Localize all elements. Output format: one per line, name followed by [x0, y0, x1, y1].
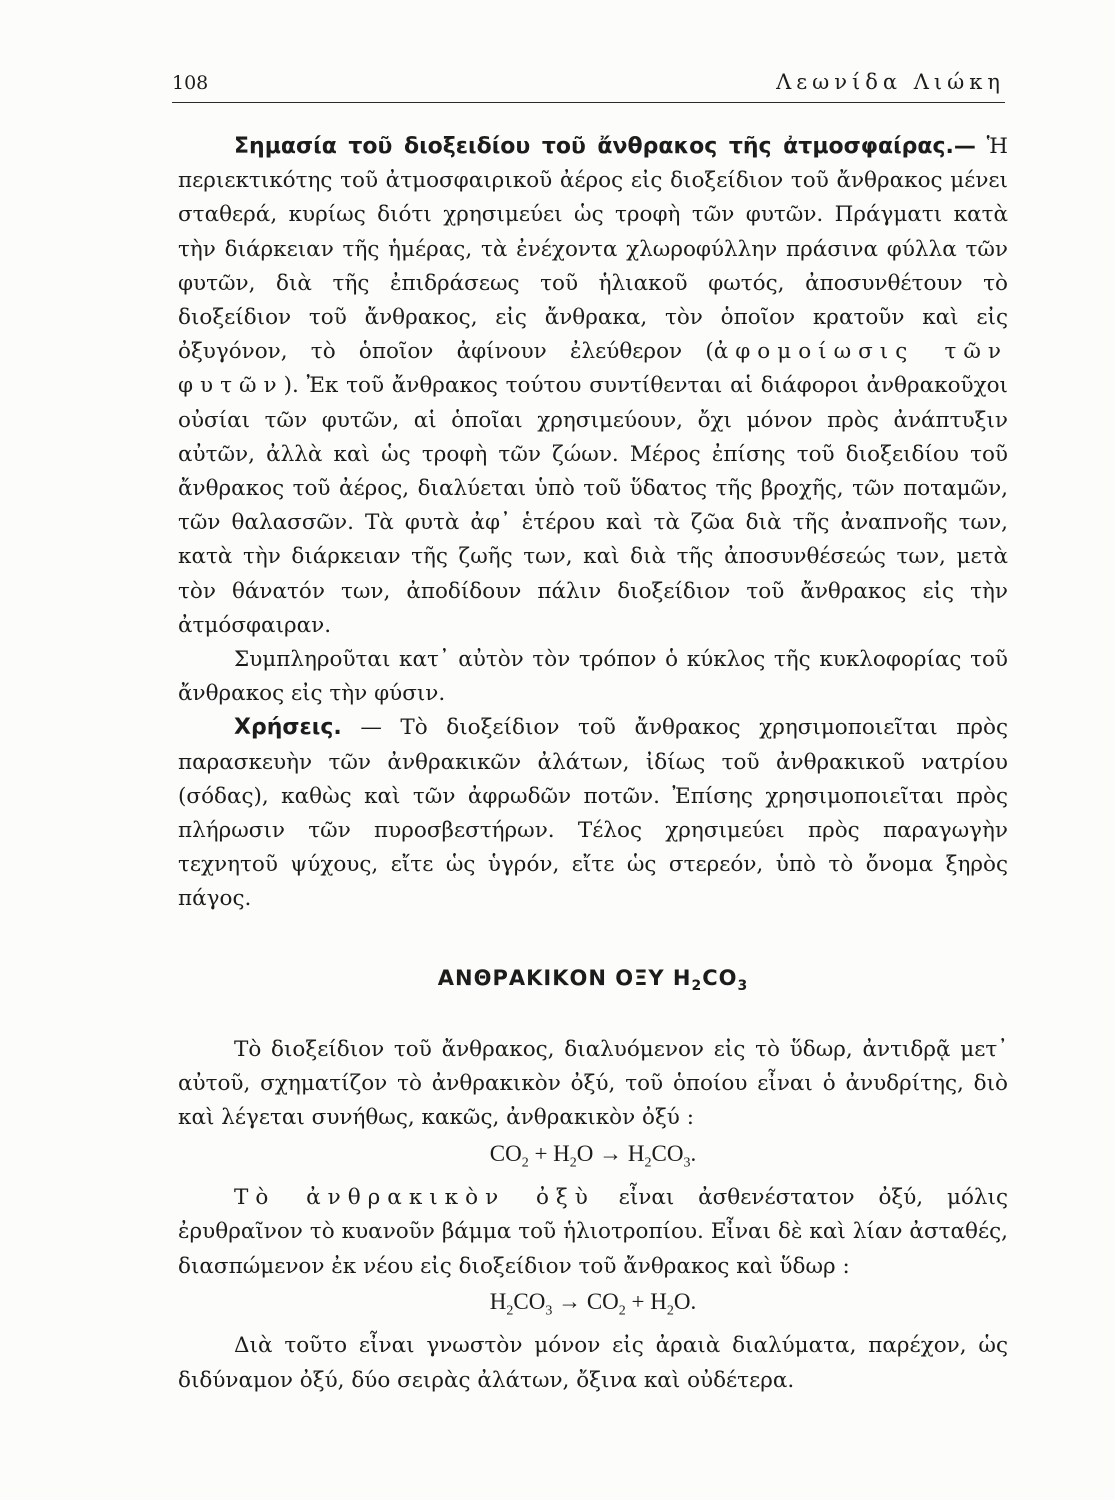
paragraph-dilute-solutions: Διὰ τοῦτο εἶναι γνωστὸν μόνον εἰς ἀραιὰ διαλύματα, παρέχον, ὡς διδύναμον ὀξύ, δύο σειρὰς ἀλάτων, ὄξινα καὶ οὐδέτερα. — [178, 1333, 1008, 1393]
paragraph-text: ). Ἐκ τοῦ ἄνθρακος τούτου συντίθενται αἱ διάφοροι ἀνθρακοῦχοι οὐσίαι τῶν φυτῶν, αἱ ὁποῖαι χρησιμεύουν, ὄχι μόνον πρὸς ἀνάπτυξιν αὐτῶν, ἀλλὰ καὶ ὡς τροφὴ τῶν ζώων. Μέρος ἐπίσης τοῦ διοξειδίου τοῦ ἄνθρακος τοῦ ἀέρος, διαλύεται ὑπὸ τοῦ ὕδατος τῆς βροχῆς, τῶν ποταμῶν, τῶν θαλασσῶν. Τὰ φυτὰ ἀφ᾽ ἑτέρου καὶ τὰ ζῶα διὰ τῆς ἀναπνοῆς των, κατὰ τὴν διάρκειαν τῆς ζωῆς των, καὶ διὰ τῆς ἀποσυνθέσεώς των, μετὰ τὸν θάνατόν των, ἀποδίδουν πάλιν διοξείδιον τοῦ ἄνθρακος εἰς τὴν ἀτμόσφαιραν. — [178, 373, 1008, 638]
formula-subscript: 2 — [569, 1155, 577, 1171]
formula-part: . — [690, 1140, 697, 1166]
running-head: Λεωνίδα Λιώκη — [776, 70, 1005, 94]
formula-part: CO — [651, 1140, 684, 1166]
section-title-subscript: 2 — [691, 977, 703, 994]
section-title-text: ΑΝΘΡΑΚΙΚΟΝ ΟΞΥ H — [437, 965, 692, 990]
paragraph-carbonic-acid-formation: Τὸ διοξείδιον τοῦ ἄνθρακος, διαλυόμενον εἰς τὸ ὕδωρ, ἀντιδρᾷ μετ᾽ αὐτοῦ, σχηματίζον τὸ ἀνθρακικὸν ὀξύ, τοῦ ὁποίου εἶναι ὁ ἀνυδρίτης, διὸ καὶ λέγεται συνήθως, κακῶς, ἀνθρακικὸν ὀξύ : — [178, 1037, 1008, 1131]
formula-part: H — [489, 1288, 507, 1314]
formula-part: + H — [625, 1288, 667, 1314]
spaced-term: ἀφομοίωσις τῶν φυτῶν — [178, 339, 1008, 399]
paragraph-text: Ἡ περιεκτικότης τοῦ ἀτμοσφαιρικοῦ ἀέρος εἰς διοξείδιον τοῦ ἄνθρακος μένει σταθερά, κυρίως διότι χρησιμεύει ὡς τροφὴ τῶν φυτῶν. Πράγματι κατὰ τὴν διάρκειαν τῆς ἡμέρας, τὰ ἐνέχοντα χλωροφύλλην πράσινα φύλλα τῶν φυτῶν, διὰ τῆς ἐπιδράσεως τοῦ ἡλιακοῦ φωτός, ἀποσυνθέτουν τὸ διοξείδιον τοῦ ἄνθρακος, εἰς ἄνθρακα, τὸν ὁποῖον κρατοῦν καὶ εἰς ὀξυγόνον, τὸ ὁποῖον ἀφίνουν ἐλεύθερον ( — [178, 134, 1009, 365]
page-number: 108 — [172, 72, 209, 94]
formula-subscript: 3 — [545, 1303, 553, 1319]
formula-part: → CO — [552, 1288, 619, 1314]
formula-subscript: 2 — [521, 1155, 529, 1171]
paragraph-carbon-cycle: Συμπληροῦται κατ᾽ αὐτὸν τὸν τρόπον ὁ κύκλος τῆς κυκλοφορίας τοῦ ἄνθρακος εἰς τὴν φύσιν. — [178, 647, 1008, 707]
formula-subscript: 2 — [506, 1303, 514, 1319]
formula-subscript: 2 — [666, 1303, 674, 1319]
formula-subscript: 2 — [644, 1155, 652, 1171]
section-title — [178, 961, 1008, 1003]
formula-part: + H — [528, 1140, 570, 1166]
formula-subscript: 3 — [683, 1155, 691, 1171]
formula-part: O — [673, 1288, 691, 1314]
paragraph-text: — Τὸ διοξείδιον τοῦ ἄνθρακος χρησιμοποιεῖται πρὸς παρασκευὴν τῶν ἀνθρακικῶν ἀλάτων, ἰδίως τοῦ ἀνθρακικοῦ νατρίου (σόδας), καθὼς καὶ τῶν ἀφρωδῶν ποτῶν. Ἐπίσης χρησιμοποιεῖται πρὸς πλήρωσιν τῶν πυροσβεστήρων. Τέλος χρησιμεύει πρὸς παραγωγὴν τεχνητοῦ ψύχους, εἴτε ὡς ὑγρόν, εἴτε ὡς στερεόν, ὑπὸ τὸ ὄνομα ξηρὸς πάγος. — [178, 715, 1008, 912]
formula-part: CO — [513, 1288, 546, 1314]
paragraph-weak-acid — [178, 1181, 1008, 1284]
spaced-term: Τὸ ἀνθρακικὸν ὀξὺ — [234, 1185, 595, 1211]
formula-subscript: 2 — [618, 1303, 626, 1319]
paragraph-uses — [178, 711, 1008, 916]
paragraph-text: εἶναι ἀσθενέστατον ὀξύ, μόλις ἐρυθραῖνον τὸ κυανοῦν βάμμα τοῦ ἡλιοτροπίου. Εἶναι δὲ καὶ λίαν ἀσταθές, διασπώμενον ἐκ νέου εἰς διοξείδιον τοῦ ἄνθρακος καὶ ὕδωρ : — [178, 1185, 1008, 1279]
formula-decomposition — [178, 1284, 1008, 1330]
paragraph-co2-significance — [178, 130, 1008, 643]
formula-formation — [178, 1136, 1008, 1182]
section-title-subscript: 3 — [737, 977, 749, 994]
page-header — [172, 68, 1005, 103]
formula-part: O — [576, 1140, 594, 1166]
formula-part: → H — [593, 1140, 645, 1166]
formula-part: CO — [489, 1140, 522, 1166]
inline-heading-significance: Σημασία τοῦ διοξειδίου τοῦ ἄνθρακος τῆς ἀτμοσφαίρας.— — [234, 134, 976, 159]
page-body — [178, 130, 1008, 1398]
section-title-text: CO — [702, 965, 738, 990]
formula-part: . — [690, 1288, 697, 1314]
inline-heading-uses: Χρήσεις. — [234, 715, 342, 741]
